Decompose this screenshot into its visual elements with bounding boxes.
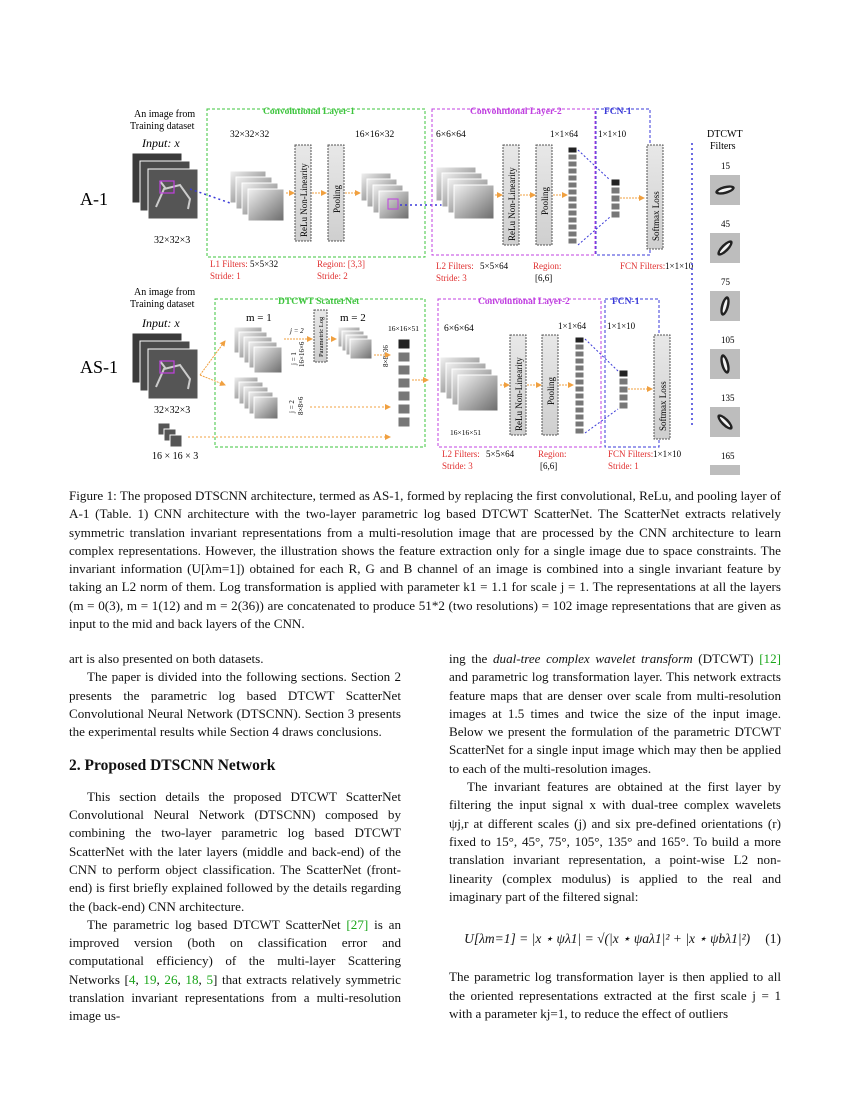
as1-fcn-column xyxy=(619,370,628,409)
as1-input-desc-2: Training dataset xyxy=(130,299,195,310)
as1-stride-3: Stride: 3 xyxy=(442,461,473,471)
as1-scatter-cell xyxy=(398,391,410,401)
a1-input-desc-2: Training dataset xyxy=(130,121,195,132)
as1-fcn-stride: Stride: 1 xyxy=(608,461,639,471)
as1-param-log-label: Parametric Log xyxy=(318,316,325,357)
a1-stride-3: Stride: 3 xyxy=(436,273,467,283)
as1-dim-8x8x6: 8×8×6 xyxy=(297,396,305,415)
right-p0 xyxy=(449,650,781,778)
a1-vector-cell xyxy=(568,147,577,153)
dtcwt-angle-label: 135 xyxy=(721,393,735,403)
a1-vector-cell xyxy=(568,161,577,167)
as1-scatter-column xyxy=(398,339,410,427)
left-p3c: ] that extracts relatively symmetric translation invariant representations from a multi-resolution image us- xyxy=(69,971,401,1024)
as1-vector-cell xyxy=(575,393,584,399)
a1-relu-label-2: ReLu Non-Linearity xyxy=(507,167,517,241)
as1-relu-label: ReLu Non-Linearity xyxy=(514,357,524,431)
as1-dim-16x16x51-b: 16×16×51 xyxy=(450,428,481,437)
equation-1 xyxy=(449,930,781,948)
citation-link[interactable]: 5 xyxy=(206,971,213,987)
right-p0a: ing the xyxy=(449,651,493,666)
a1-dim-5: 1×1×10 xyxy=(598,129,627,139)
left-p3: The parametric log based DTCWT ScatterNet [27] is an improved version (both on classification error and computational efficiency) of the multi-layer Scattering Networks [4, 19, 26, 18, 5] that extracts relatively symmetric translation invariant representations from a multi-resolution image us- xyxy=(69,916,401,1024)
a1-vector-cell xyxy=(568,196,577,202)
as1-dim-16x16x51: 16×16×51 xyxy=(388,324,419,333)
as1-scatter-cell xyxy=(398,404,410,414)
a1-vector-cell xyxy=(568,189,577,195)
left-p2: This section details the proposed DTCWT ScatterNet Convolutional Neural Network (DTSCNN) composed by combining the two-layer parametric log based DTCWT ScatterNet with the later layers (middle and back-end) of the CNN to perform object classification. The ScatterNet (front-end) is first briefly explained followed by the details regarding the (back-end) CNN architecture. xyxy=(69,788,401,914)
dtcwt-angle-label: 105 xyxy=(721,335,735,345)
a1-vector-cell xyxy=(568,231,577,237)
as1-dim-1x1x10: 1×1×10 xyxy=(607,321,636,331)
as1-dim-16x16x6: 16×16×6 xyxy=(298,341,306,367)
a1-relu-label: ReLu Non-Linearity xyxy=(299,163,309,237)
citation-link[interactable]: 26 xyxy=(164,971,178,987)
as1-j1: j = 1 xyxy=(290,352,298,365)
dtcwt-angle-label: 75 xyxy=(721,277,730,287)
dtcwt-filter-thumb xyxy=(710,465,740,475)
a1-conv2-title: Convolutional Layer-2 xyxy=(470,107,562,117)
dtcwt-angle-label: 15 xyxy=(721,161,730,171)
a1-l2-filters: L2 Filters: xyxy=(436,261,474,271)
a1-feature-maps-1 xyxy=(230,171,284,221)
a1-l1-filters: L1 Filters: xyxy=(210,259,248,269)
a1-feature-maps-3 xyxy=(436,167,494,219)
as1-dim-6x6x64: 6×6×64 xyxy=(444,324,474,334)
a1-conv1-title: Convolutional Layer-1 xyxy=(263,107,355,117)
as1-l2-filters: L2 Filters: xyxy=(442,449,480,459)
a1-row-label: A-1 xyxy=(80,189,108,209)
equation-number: (1) xyxy=(765,931,781,947)
a1-fcn-cell xyxy=(611,203,620,210)
as1-half-image-stack xyxy=(158,423,182,447)
as1-scatter-cell xyxy=(398,378,410,388)
a1-vector-cell xyxy=(568,210,577,216)
left-p3b: is an improved version (both on classification error and computational efficiency) of the multi-layer Scattering Networks [ xyxy=(69,916,401,987)
as1-vector-cell xyxy=(575,428,584,434)
as1-m1-maps xyxy=(234,327,282,373)
as1-half-size: 16 × 16 × 3 xyxy=(152,451,199,462)
as1-vector-cell xyxy=(575,365,584,371)
equation-body: U[λm=1] = |x ⋆ ψλ1| = √(|x ⋆ ψaλ1|² + |x ⋆ ψbλ1|²) xyxy=(464,931,751,947)
as1-j2-bottom: j = 2 xyxy=(288,400,296,413)
section-heading: 2. Proposed DTSCNN Network xyxy=(69,757,276,775)
a1-fcn-cell xyxy=(611,211,620,218)
a1-input-label: Input: x xyxy=(142,136,180,150)
dtcwt-title-1: DTCWT xyxy=(707,129,743,140)
a1-fcn-cell xyxy=(611,187,620,194)
dtcwt-title-2: Filters xyxy=(710,141,736,152)
as1-scatter-title: DTCWT ScatterNet xyxy=(278,297,360,307)
a1-vector-cell xyxy=(568,203,577,209)
as1-m2: m = 2 xyxy=(340,312,366,324)
a1-vector-cell xyxy=(568,224,577,230)
a1-softmax-label: Softmax Loss xyxy=(651,191,661,241)
left-p1: The paper is divided into the following sections. Section 2 presents the parametric log based DTCWT ScatterNet Convolutional Neural Network (DTSCNN). Section 3 presents the experimental results while Section 4 draws conclusions. xyxy=(69,669,401,740)
a1-dim-3: 6×6×64 xyxy=(436,130,466,140)
a1-fcn-cell xyxy=(611,195,620,202)
dtcwt-angle-label: 165 xyxy=(721,451,735,461)
a1-stride-2: Stride: 2 xyxy=(317,271,348,281)
as1-scatter-cell xyxy=(398,352,410,362)
a1-fcn-column xyxy=(611,179,620,218)
as1-input-desc-1: An image from xyxy=(134,287,196,298)
as1-vector-cell xyxy=(575,337,584,343)
a1-dim-1: 32×32×32 xyxy=(230,130,270,140)
as1-vector-cell xyxy=(575,351,584,357)
as1-input-label: Input: x xyxy=(142,316,180,330)
as1-fcn-cell xyxy=(619,402,628,409)
citation-link[interactable]: [12] xyxy=(759,651,782,666)
as1-j2-top: j = 2 xyxy=(290,327,304,335)
as1-scatter-cell xyxy=(398,365,410,375)
as1-fcn-title: FCN-1 xyxy=(612,297,640,307)
right-p1: The invariant features are obtained at the first layer by filtering the input signal x with dual-tree complex wavelets ψj,r at different scales (j) and six pre-defined orientations (r) fixed to 15°, 45°, 75°, 105°, 135° and 165°. To build a more translation invariant representation, a point-wise L2 non-linearity (complex modulus) is applied to the real and imaginary part of the filtered signal: xyxy=(449,779,781,904)
a1-vector-cell xyxy=(568,154,577,160)
figure-caption: Figure 1: The proposed DTSCNN architecture, termed as AS-1, formed by replacing the first convolutional, ReLu, and pooling layer of A-1 (Table. 1) CNN architecture with the two-layer parametric log based DTCWT ScatterNet. The ScatterNet extracts relatively symmetric translation invariant representations from a multi-resolution image that are processed by the CNN architecture to learn complex representations. However, the illustration shows the feature extraction only for a single image due to space constraints. The invariant information (U[λm=1]) obtained for each R, G and B channel of an image is combined into a single invariant feature by taking an L2 norm of them. Log transformation is applied with parameter k1 = 1.1 for scale j = 1. The representations at all the layers (m = 0(3), m = 1(12) and m = 2(36)) are concatenated to produce 51*2 (two resolutions) = 102 image representations that are given as input to the mid and back layers of the CNN. xyxy=(69,488,781,632)
a1-input-size: 32×32×3 xyxy=(154,235,191,246)
as1-scatter-cell xyxy=(398,417,410,427)
a1-fcn-title: FCN-1 xyxy=(604,107,632,117)
left-column xyxy=(69,650,401,1026)
citation-link[interactable]: 19 xyxy=(143,971,157,987)
as1-fcn-filters-val: 1×1×10 xyxy=(653,449,682,459)
as1-fcn-cell xyxy=(619,394,628,401)
left-p3a: The parametric log based DTCWT ScatterNet xyxy=(87,916,347,932)
architecture-diagram xyxy=(70,95,780,475)
as1-vector-cell xyxy=(575,414,584,420)
as1-vector-cell xyxy=(575,400,584,406)
a1-fcn-filters: FCN Filters: xyxy=(620,261,666,271)
a1-vector-cell xyxy=(568,182,577,188)
citation-link[interactable]: 4 xyxy=(128,971,136,987)
as1-fcn-filters: FCN Filters: xyxy=(608,449,654,459)
as1-dim-8x8x36: 8×8×36 xyxy=(382,345,390,367)
left-p0: art is also presented on both datasets. xyxy=(69,651,264,666)
right-p0b: (DTCWT) xyxy=(692,651,760,666)
as1-vector-cell xyxy=(575,372,584,378)
right-p0-italic: dual-tree complex wavelet transform xyxy=(492,651,693,666)
as1-fcn-cell xyxy=(619,378,628,385)
a1-input-image-stack xyxy=(132,153,198,219)
as1-m2-maps xyxy=(338,327,372,359)
as1-m1-maps-j2 xyxy=(234,377,278,419)
as1-fcn-cell xyxy=(619,386,628,393)
a1-fcn-filters-val: 1×1×10 xyxy=(665,261,694,271)
a1-vector-cell xyxy=(568,238,577,244)
as1-vector-cell xyxy=(575,421,584,427)
a1-dim-2: 16×16×32 xyxy=(355,130,395,140)
a1-pooling-label: Pooling xyxy=(332,184,342,213)
as1-vector-cell xyxy=(575,344,584,350)
a1-l2-filters-val: 5×5×64 xyxy=(480,261,509,271)
right-p0c: and parametric log transformation layer. This network extracts feature maps that are denser over scale from multi-resolution images at 1.5 times and twice the size of the input image. Below we present the formulation of the parametric DTCWT ScatterNet for a single input image which may then be applied to each of the multi-resolution images. xyxy=(449,669,781,776)
a1-vector-column xyxy=(568,147,577,244)
as1-input-image-stack xyxy=(132,333,198,399)
a1-l1-filters-val: 5×5×32 xyxy=(250,259,279,269)
as1-l2-filters-val: 5×5×64 xyxy=(486,449,515,459)
a1-feature-maps-2 xyxy=(361,173,409,219)
citation-link[interactable]: 18 xyxy=(185,971,199,987)
as1-vector-column xyxy=(575,337,584,434)
as1-scatter-cell xyxy=(398,339,410,349)
as1-region-2-val: [6,6] xyxy=(540,461,558,471)
a1-region-1: Region: [3,3] xyxy=(317,259,365,269)
as1-vector-cell xyxy=(575,358,584,364)
citation-link[interactable]: [27] xyxy=(346,916,369,932)
a1-vector-cell xyxy=(568,168,577,174)
a1-dim-4: 1×1×64 xyxy=(550,129,579,139)
figure-1 xyxy=(70,95,780,475)
as1-dim-1x1x64: 1×1×64 xyxy=(558,321,587,331)
as1-softmax-label: Softmax Loss xyxy=(658,381,668,431)
dtcwt-angle-label: 45 xyxy=(721,219,730,229)
as1-vector-cell xyxy=(575,407,584,413)
as1-region-2: Region: xyxy=(538,449,567,459)
a1-input-desc-1: An image from xyxy=(134,109,196,120)
dtcwt-filter-list xyxy=(710,161,740,475)
a1-pooling-label-2: Pooling xyxy=(540,186,550,215)
right-column xyxy=(449,650,781,1023)
as1-fcn-cell xyxy=(619,370,628,377)
as1-pooling-label: Pooling xyxy=(546,376,556,405)
as1-row-label: AS-1 xyxy=(80,357,119,377)
as1-vector-cell xyxy=(575,386,584,392)
as1-conv2-title: Convolutional Layer-2 xyxy=(478,297,570,307)
as1-feature-maps-3 xyxy=(440,357,498,411)
right-p2: The parametric log transformation layer is then applied to all the oriented representations extracted at the first scale j = 1 with a parameter kj=1, to reduce the effect of outliers xyxy=(449,969,781,1022)
as1-input-size: 32×32×3 xyxy=(154,405,191,416)
as1-vector-cell xyxy=(575,379,584,385)
a1-fcn-cell xyxy=(611,179,620,186)
a1-region-2: Region: xyxy=(533,261,562,271)
a1-region-2-val: [6,6] xyxy=(535,273,553,283)
as1-m1: m = 1 xyxy=(246,312,272,324)
a1-vector-cell xyxy=(568,217,577,223)
a1-vector-cell xyxy=(568,175,577,181)
a1-l1-stride: Stride: 1 xyxy=(210,271,241,281)
